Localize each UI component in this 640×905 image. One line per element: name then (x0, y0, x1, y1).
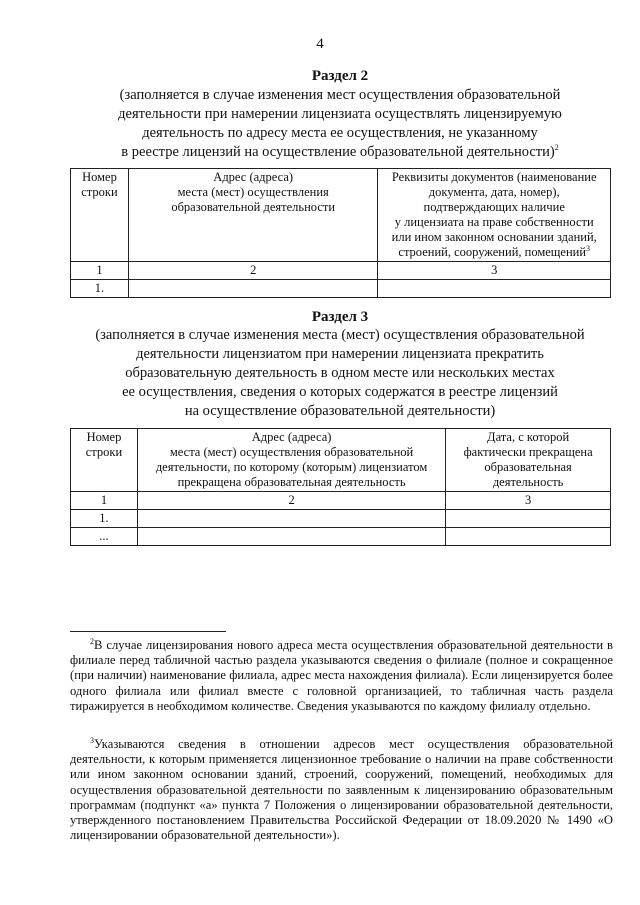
table-numbering-row (71, 262, 611, 280)
section-3-desc-line: деятельности лицензиатом при намерении лицензиата прекратить (136, 346, 544, 362)
table-cell[interactable] (446, 528, 611, 546)
column-number: 2 (128, 262, 377, 280)
table-cell[interactable] (137, 510, 445, 528)
table-row (71, 510, 611, 528)
header-row-number: Номер строки (71, 429, 138, 492)
table-cell[interactable] (137, 528, 445, 546)
header-termination-date: Дата, с которой фактически прекращена образовательная деятельность (446, 429, 611, 492)
section-2-desc-line: деятельность по адресу места ее осуществления, не указанному (142, 125, 538, 141)
section-2-title: Раздел 2 (311, 68, 369, 84)
table-row (71, 528, 611, 546)
column-number: 3 (446, 492, 611, 510)
section-3-desc-line: образовательную деятельность в одном месте или нескольких местах (125, 365, 555, 381)
table-numbering-row (71, 492, 611, 510)
footnote-ref-2: 2 (554, 143, 559, 153)
row-number: 1. (71, 510, 138, 528)
table-header-row (71, 429, 611, 492)
table-cell[interactable] (128, 280, 377, 298)
footnote-ref-3: 3 (586, 243, 591, 253)
column-number: 3 (378, 262, 611, 280)
section-3-table (70, 428, 611, 546)
section-2-desc-line: в реестре лицензий на осуществление образовательной деятельности)$^2$ (121, 143, 559, 160)
section-3-desc-line: (заполняется в случае изменения места (мест) осуществления образовательной (95, 327, 585, 343)
table-cell[interactable] (378, 280, 611, 298)
row-number: 1. (71, 280, 129, 298)
column-number: 2 (137, 492, 445, 510)
header-address: Адрес (адреса) места (мест) осуществления образовательной деятельности (128, 169, 377, 262)
table-header-row (71, 169, 611, 262)
column-number: 1 (71, 262, 129, 280)
footnote-mark: 2 (90, 636, 94, 646)
header-documents: Реквизиты документов (наименование документа, дата, номер), подтверждающих наличие у лицензиата на праве собственности или ином законном основании зданий, строений, сооружений, помещений$^3$ (378, 169, 611, 262)
section-3-description (60, 326, 620, 421)
section-3-desc-line: ее осуществления, сведения о которых содержатся в реестре лицензий (122, 384, 558, 400)
column-number: 1 (71, 492, 138, 510)
header-address: Адрес (адреса) места (мест) осуществления образовательной деятельности, по которому (которым) лицензиатом прекращена образовательная деятельность (137, 429, 445, 492)
table-cell[interactable] (446, 510, 611, 528)
table-row (71, 280, 611, 298)
section-2-desc-line: (заполняется в случае изменения мест осуществления образовательной (119, 87, 561, 103)
page-number: 4 (316, 36, 324, 52)
footnote-mark: 3 (90, 735, 94, 745)
header-row-number: Номер строки (71, 169, 129, 262)
footnote-2: $^2$В случае лицензирования нового адреса места осуществления образовательной деятельности в филиале перед табличной частью раздела указываются сведения о филиале (полное и сокращенное (при наличии) наименование филиала, адрес места нахождения филиала). Если лицензируется более одного филиала или филиал вместе с головной организацией, то табличная часть раздела тиражируется в необходимом количестве. Сведения указываются по каждому филиалу отдельно. (70, 636, 613, 713)
section-2-description (60, 86, 620, 162)
section-2-table (70, 168, 611, 298)
section-3-title: Раздел 3 (311, 309, 369, 325)
section-2-desc-line: деятельности при намерении лицензиата осуществлять лицензируемую (118, 106, 562, 122)
row-number: ... (71, 528, 138, 546)
section-3-desc-line: на осуществление образовательной деятельности) (184, 403, 496, 419)
footnote-divider (70, 631, 226, 632)
footnote-3: $^3$Указываются сведения в отношении адресов мест осуществления образовательной деятельности, к которым применяется лицензионное требование о наличии на праве собственности или ином законном основании зданий, строений, сооружений, помещений, необходимых для осуществления образовательной деятельности по заявленным к лицензированию образовательным программам (подпункт «а» пункта 7 Положения о лицензировании образовательной деятельности, утвержденного постановлением Правительства Российской Федерации от 18.09.2020 № 1490 «О лицензировании образовательной деятельности»). (70, 735, 613, 843)
